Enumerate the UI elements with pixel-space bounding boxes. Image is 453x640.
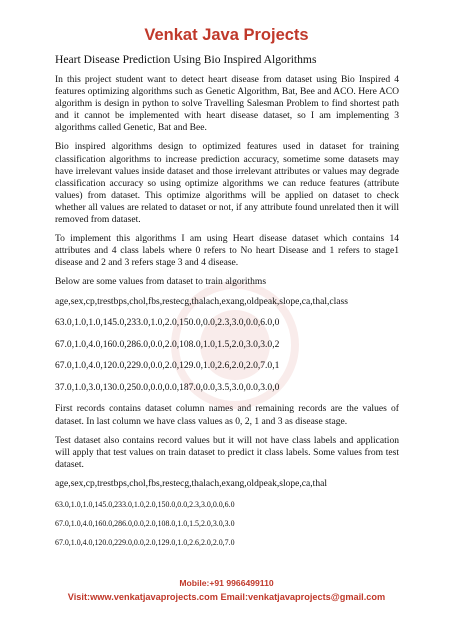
train-header-line: age,sex,cp,trestbps,chol,fbs,restecg,thalach,exang,oldpeak,slope,ca,thal,class xyxy=(55,295,348,307)
intro-paragraph: In this project student want to detect heart disease from dataset using Bio Inspired 4 features optimizing algorithms such as Genetic Algorithm, Bat, Bee and ACO. Here ACO algorithm is design in python to solve Travelling Salesman Problem to find shortest path and it cannot be implemented with heart disease dataset, so I am implementing 3 algorithms called Genetic, Bat and Bee. xyxy=(55,74,399,134)
document-body xyxy=(55,53,399,557)
train-data-line: 63.0,1.0,1.0,145.0,233.0,1.0,2.0,150.0,0.0,2.3,3.0,0.0,6.0,0 xyxy=(55,317,280,329)
train-data-line: 67.0,1.0,4.0,160.0,286.0,0.0,2.0,108.0,1.0,1.5,2.0,3.0,3.0,2 xyxy=(55,338,280,350)
test-header-line: age,sex,cp,trestbps,chol,fbs,restecg,thalach,exang,oldpeak,slope,ca,thal xyxy=(55,477,327,489)
test-data-line: 63.0,1.0,1.0,145.0,233.0,1.0,2.0,150.0,0.0,2.3,3.0,0.0,6.0 xyxy=(55,499,235,509)
test-data-line: 67.0,1.0,4.0,160.0,286.0,0.0,2.0,108.0,1.0,1.5,2.0,3.0,3.0 xyxy=(55,518,235,528)
document-title: Heart Disease Prediction Using Bio Inspired Algorithms xyxy=(55,53,317,66)
records-paragraph: First records contains dataset column names and remaining records are the values of dataset. In last column we have class values as 0, 2, 1 and 3 as disease stage. xyxy=(55,403,399,427)
train-values-intro: Below are some values from dataset to train algorithms xyxy=(55,276,267,288)
train-data-line: 37.0,1.0,3.0,130.0,250.0,0.0,0.0,187.0,0.0,3.5,3.0,0.0,3.0,0 xyxy=(55,381,280,393)
brand-header: Venkat Java Projects xyxy=(144,26,309,44)
bio-inspired-paragraph: Bio inspired algorithms design to optimized features used in dataset for training classification algorithms to increase prediction accuracy, sometime some datasets may have irrelevant values inside dataset and those irrelevant attributes or values may degrade classification accuracy so using optimize algorithms we can reduce features (attribute values) from dataset. This optimize algorithms will be applied on dataset to check whether all values are related to dataset or not, if any attribute found unrelated then it will removed from dataset. xyxy=(55,141,399,226)
test-dataset-paragraph: Test dataset also contains record values but it will not have class labels and application will apply that test values on train dataset to predict it class labels. Some values from test dataset. xyxy=(55,434,399,470)
footer-contact: Visit:www.venkatjavaprojects.com Email:venkatjavaprojects@gmail.com xyxy=(67,592,386,602)
footer-mobile: Mobile:+91 9966499110 xyxy=(179,578,274,588)
train-data-line: 67.0,1.0,4.0,120.0,229.0,0.0,2.0,129.0,1.0,2.6,2.0,2.0,7.0,1 xyxy=(55,360,280,372)
dataset-paragraph: To implement this algorithms I am using Heart disease dataset which contains 14 attributes and 4 class labels where 0 refers to No heart Disease and 1 refers to stage1 disease and 2 and 3 refers stage 3 and 4 disease. xyxy=(55,233,399,269)
test-data-line: 67.0,1.0,4.0,120.0,229.0,0.0,2.0,129.0,1.0,2.6,2.0,2.0,7.0 xyxy=(55,537,235,547)
